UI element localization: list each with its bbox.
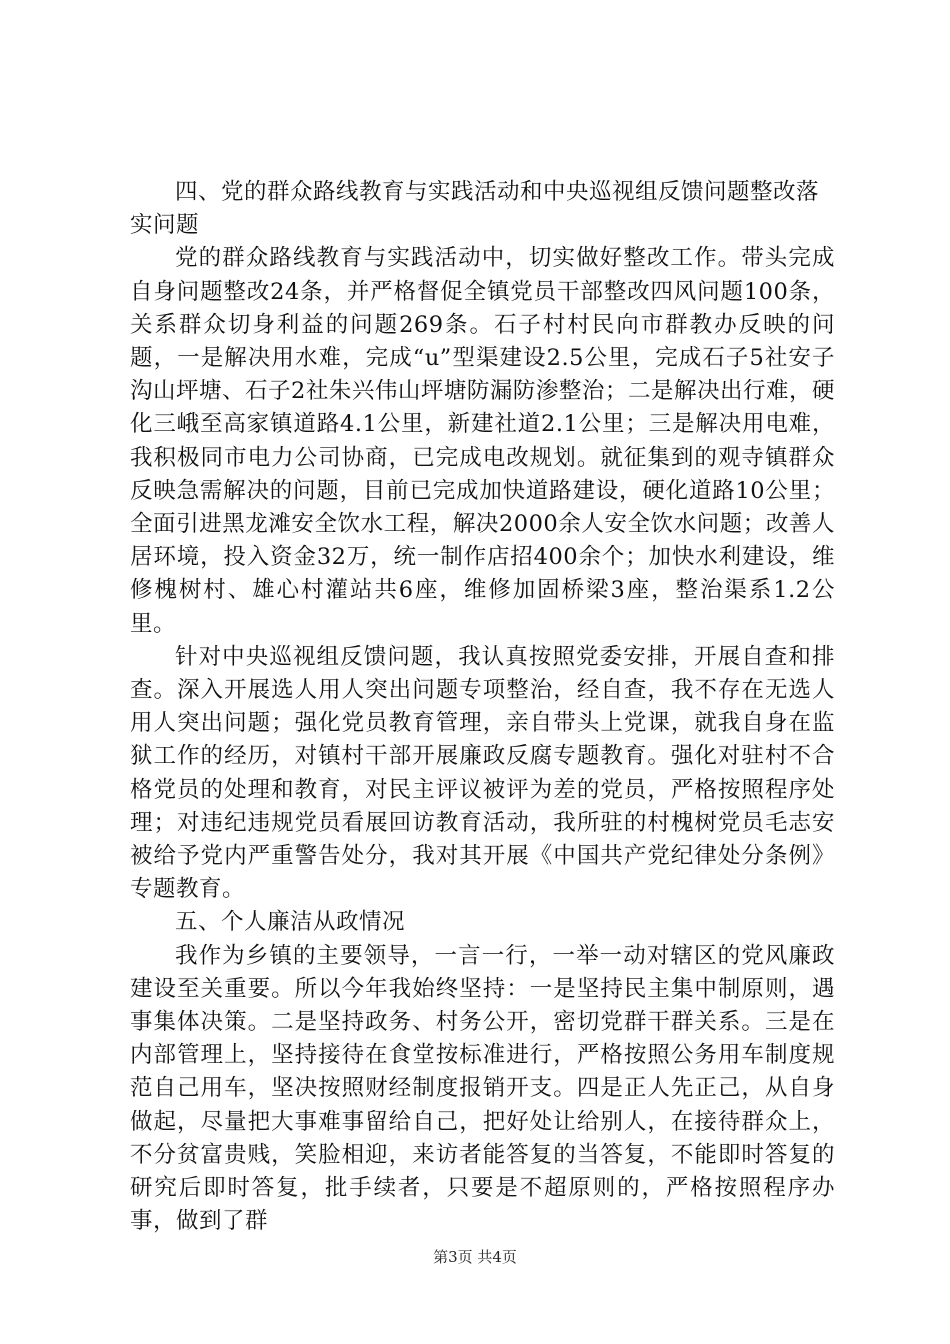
paragraph-inspection-feedback: 针对中央巡视组反馈问题，我认真按照党委安排，开展自查和排查。深入开展选人用人突出问题专项整治，经自查，我不存在无选人用人突出问题；强化党员教育管理，亲自带头上党课，就我自身在监狱工作的经历，对镇村干部开展廉政反腐专题教育。强化对驻村不合格党员的处理和教育，对民主评议被评为差的党员，严格按照程序处理；对违纪违规党员看展回访教育活动，我所驻的村槐树党员毛志安被给予党内严重警告处分，我对其开展《中国共产党纪律处分条例》专题教育。 [130,643,835,903]
paragraph-integrity: 我作为乡镇的主要领导，一言一行，一举一动对辖区的党风廉政建设至关重要。所以今年我始终坚持：一是坚持民主集中制原则，遇事集体决策。二是坚持政务、村务公开，密切党群干群关系。三是在内部管理上，坚持接待在食堂按标准进行，严格按照公务用车制度规范自己用车，坚决按照财经制度报销开支。四是正人先正己，从自身做起，尽量把大事难事留给自己，把好处让给别人，在接待群众上，不分贫富贵贱，笑脸相迎，来访者能答复的当答复，不能即时答复的研究后即时答复，批手续者，只要是不超原则的，严格按照程序办事，做到了群 [130,942,835,1235]
document-body [130,176,835,1239]
section-heading-four: 四、党的群众路线教育与实践活动和中央巡视组反馈问题整改落实问题 [130,179,820,239]
section-heading-five: 五、个人廉洁从政情况 [175,909,406,936]
paragraph-rectification: 党的群众路线教育与实践活动中，切实做好整改工作。带头完成自身问题整改24条，并严格督促全镇党员干部整改四风问题100条，关系群众切身利益的问题269条。石子村村民向市群教办反映的问题，一是解决用水难，完成“u”型渠建设2.5公里，完成石子5社安子沟山坪塘、石子2社朱兴伟山坪塘防漏防渗整治；二是解决出行难，硬化三峨至高家镇道路4.1公里，新建社道2.1公里；三是解决用电难，我积极同市电力公司协商，已完成电改规划。就征集到的观寺镇群众反映急需解决的问题，目前已完成加快道路建设，硬化道路10公里；全面引进黑龙滩安全饮水工程，解决2000余人安全饮水问题；改善人居环境，投入资金32万，统一制作店招400余个；加快水利建设，维修槐树村、雄心村灌站共6座，维修加固桥梁3座，整治渠系1.2公里。 [130,245,835,637]
page-number-footer: 第3页 共4页 [433,1248,517,1266]
